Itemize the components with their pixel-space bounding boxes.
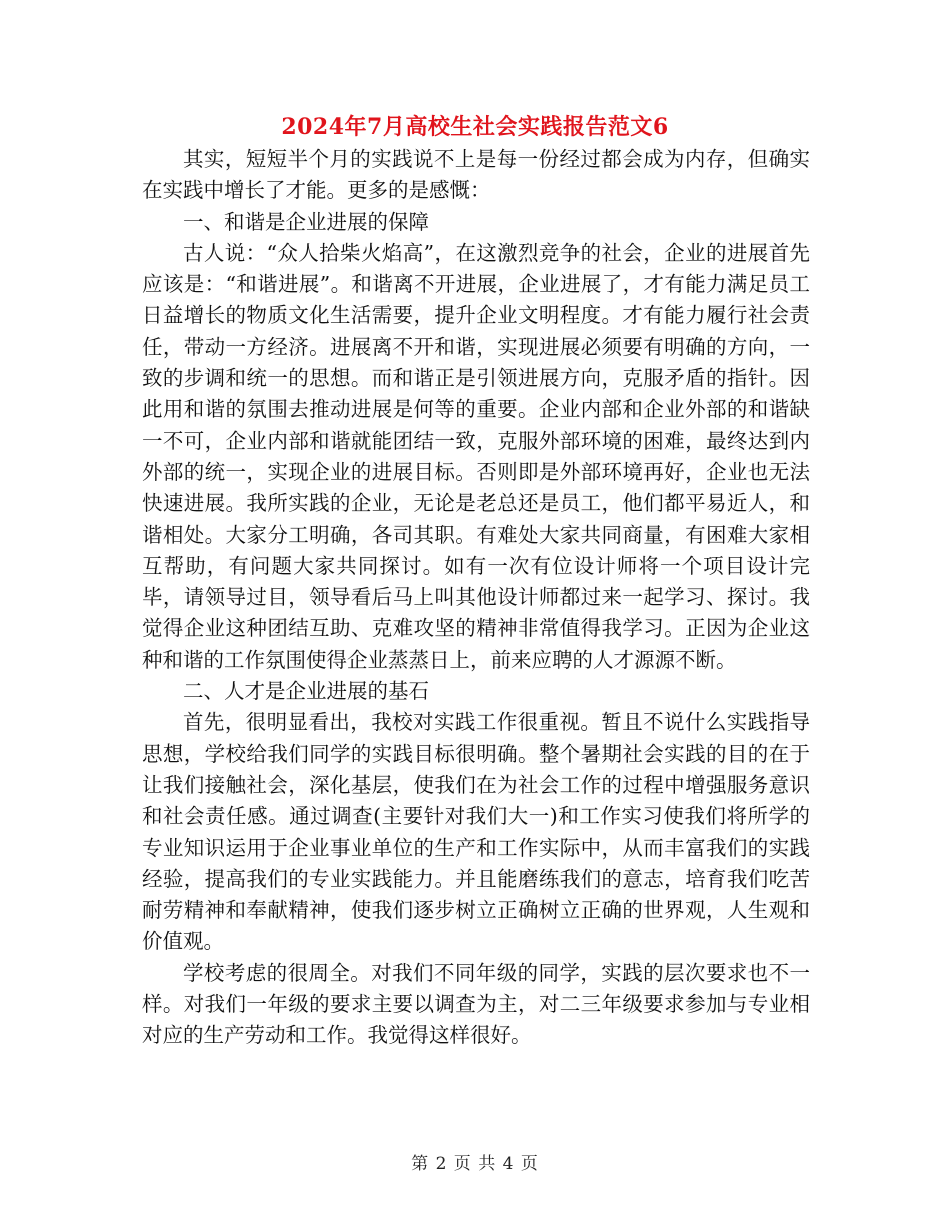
document-title: 2024年7月高校生社会实践报告范文6 [281,114,669,140]
document-body [142,144,810,1052]
page-footer: 第 2 页 共 4 页 [411,1154,539,1174]
section-heading-harmony: 一、和谐是企业进展的保障 [183,209,429,234]
paragraph-intro: 其实，短短半个月的实践说不上是每一份经过都会成为内存，但确实在实践中增长了才能。更多的是感慨： [142,147,810,203]
paragraph-school: 学校考虑的很周全。对我们不同年级的同学，实践的层次要求也不一样。对我们一年级的要求主要以调查为主，对二三年级要求参加与专业相对应的生产劳动和工作。我觉得这样很好。 [142,960,810,1048]
paragraph-talent: 首先，很明显看出，我校对实践工作很重视。暂且不说什么实践指导思想，学校给我们同学的实践目标很明确。整个暑期社会实践的目的在于让我们接触社会，深化基层，使我们在为社会工作的过程中增强服务意识和社会责任感。通过调查(主要针对我们大一)和工作实习使我们将所学的专业知识运用于企业事业单位的生产和工作实际中，从而丰富我们的实践经验，提高我们的专业实践能力。并且能磨练我们的意志，培育我们吃苦耐劳精神和奉献精神，使我们逐步树立正确树立正确的世界观，人生观和价值观。 [142,710,810,954]
section-heading-talent: 二、人才是企业进展的基石 [183,679,429,704]
paragraph-harmony: 古人说：“众人拾柴火焰高”，在这激烈竞争的社会，企业的进展首先应该是：“和谐进展”。和谐离不开进展，企业进展了，才有能力满足员工日益增长的物质文化生活需要，提升企业文明程度。才有能力履行社会责任，带动一方经济。进展离不开和谐，实现进展必须要有明确的方向，一致的步调和统一的思想。而和谐正是引领进展方向，克服矛盾的指针。因此用和谐的氛围去推动进展是何等的重要。企业内部和企业外部的和谐缺一不可，企业内部和谐就能团结一致，克服外部环境的困难，最终达到内外部的统一，实现企业的进展目标。否则即是外部环境再好，企业也无法快速进展。我所实践的企业，无论是老总还是员工，他们都平易近人，和谐相处。大家分工明确，各司其职。有难处大家共同商量，有困难大家相互帮助，有问题大家共同探讨。如有一次有位设计师将一个项目设计完毕，请领导过目，领导看后马上叫其他设计师都过来一起学习、探讨。我觉得企业这种团结互助、克难攻坚的精神非常值得我学习。正因为企业这种和谐的工作氛围使得企业蒸蒸日上，前来应聘的人才源源不断。 [142,240,810,672]
